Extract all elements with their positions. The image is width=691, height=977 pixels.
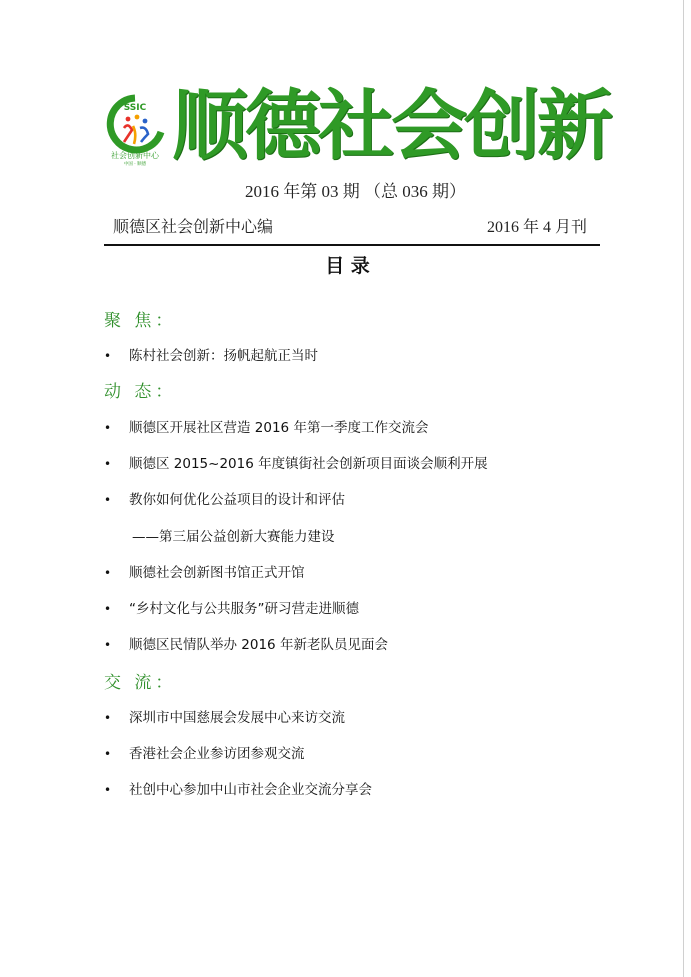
bullet-icon: •	[104, 711, 112, 725]
bullet-icon: •	[104, 493, 112, 507]
toc-item[interactable]: • 香港社会企业参访团参观交流	[104, 746, 305, 762]
logo-ssic-text: SSIC	[123, 103, 147, 113]
bullet-icon: •	[104, 349, 112, 363]
bullet-icon: •	[104, 457, 112, 471]
toc-item[interactable]: • 顺德社会创新图书馆正式开馆	[104, 565, 305, 581]
page-edge-line	[683, 0, 684, 977]
toc-item[interactable]: • 顺德区 2015~2016 年度镇街社会创新项目面谈会顺利开展	[104, 456, 488, 472]
ssic-logo	[104, 92, 166, 166]
bullet-icon: •	[104, 783, 112, 797]
toc-item[interactable]: • “乡村文化与公共服务”研习营走进顺德	[104, 601, 359, 617]
section-heading-news: 动 态：	[104, 382, 177, 402]
logo-sub-text: 中国 · 顺德	[123, 162, 147, 166]
logo-cn-text: 社会创新中心	[111, 151, 159, 160]
toc-item-subtitle[interactable]: ——第三届公益创新大赛能力建设	[132, 529, 335, 545]
publication-date: 2016 年 4 月刊	[486, 219, 587, 236]
bullet-icon: •	[104, 638, 112, 652]
bullet-icon: •	[104, 602, 112, 616]
toc-item[interactable]: • 教你如何优化公益项目的设计和评估	[104, 492, 345, 508]
issue-number: 2016 年第 03 期 （总 036 期）	[245, 182, 466, 201]
section-heading-exchange: 交 流：	[104, 673, 177, 693]
toc-item[interactable]: • 社创中心参加中山市社会企业交流分享会	[104, 782, 372, 798]
bullet-icon: •	[104, 421, 112, 435]
bullet-icon: •	[104, 566, 112, 580]
toc-item[interactable]: • 深圳市中国慈展会发展中心来访交流	[104, 710, 345, 726]
toc-item[interactable]: • 顺德区开展社区营造 2016 年第一季度工作交流会	[104, 420, 429, 436]
header-divider	[104, 244, 600, 246]
toc-item[interactable]: • 陈村社会创新：扬帆起航正当时	[104, 348, 318, 364]
masthead-title: 顺德社会创新	[172, 81, 610, 170]
bullet-icon: •	[104, 747, 112, 761]
editor-line: 顺德区社会创新中心编	[113, 219, 274, 236]
section-heading-focus: 聚 焦：	[104, 311, 177, 331]
toc-item[interactable]: • 顺德区民情队举办 2016 年新老队员见面会	[104, 637, 388, 653]
toc-title: 目 录	[325, 255, 370, 277]
